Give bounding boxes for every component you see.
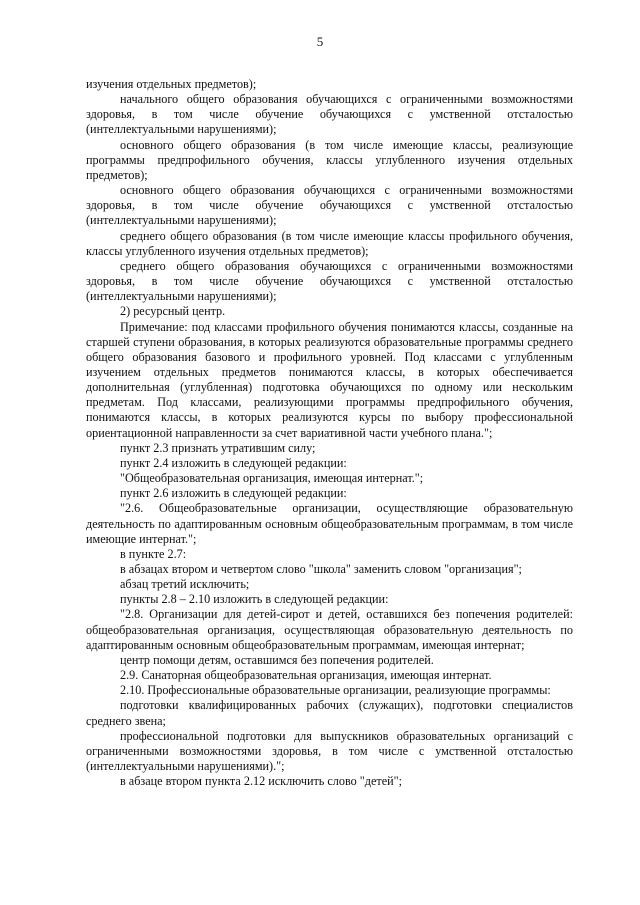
paragraph: центр помощи детям, оставшимся без попечения родителей. bbox=[120, 652, 434, 667]
paragraph: пункт 2.6 изложить в следующей редакции: bbox=[120, 486, 347, 501]
paragraph: начального общего образования обучающихся с ограниченными возможностями здоровья, в том числе обучение обучающихся с умственной отсталостью (интеллектуальными нарушениями); bbox=[86, 92, 573, 137]
paragraph: подготовки квалифицированных рабочих (служащих), подготовки специалистов среднего звена; bbox=[86, 698, 573, 728]
paragraph: среднего общего образования (в том числе имеющие классы профильного обучения, классы углубленного изучения отдельных предметов); bbox=[86, 228, 573, 258]
paragraph: 2.10. Профессиональные образовательные организации, реализующие программы: bbox=[120, 683, 551, 698]
document-body bbox=[86, 77, 573, 789]
paragraph: профессиональной подготовки для выпускников образовательных организаций с ограниченными возможностями здоровья, в том числе с умственной отсталостью (интеллектуальными нарушениями)."; bbox=[86, 728, 573, 774]
paragraph: среднего общего образования обучающихся с ограниченными возможностями здоровья, в том числе обучение обучающихся с умственной отсталостью (интеллектуальными нарушениями); bbox=[86, 258, 573, 304]
paragraph: пункт 2.3 признать утратившим силу; bbox=[120, 440, 316, 455]
paragraph: абзац третий исключить; bbox=[120, 577, 250, 592]
paragraph: "2.8. Организации для детей-сирот и детей, оставшихся без попечения родителей: общеобразовательная организация, осуществляющая образовательную деятельность по адаптированным основным общеобразовательным программам, имеющая интернат; bbox=[86, 607, 573, 652]
paragraph: 2.9. Санаторная общеобразовательная организация, имеющая интернат. bbox=[120, 668, 492, 683]
paragraph: основного общего образования (в том числе имеющие классы, реализующие программы предпрофильного обучения, классы углубленного изучения отдельных предметов); bbox=[86, 137, 573, 182]
paragraph: пункт 2.4 изложить в следующей редакции: bbox=[120, 455, 347, 470]
paragraph: пункты 2.8 – 2.10 изложить в следующей редакции: bbox=[120, 592, 389, 607]
paragraph: "Общеобразовательная организация, имеющая интернат."; bbox=[120, 471, 424, 486]
paragraph: изучения отдельных предметов); bbox=[86, 77, 257, 91]
paragraph: Примечание: под классами профильного обучения понимаются классы, созданные на старшей ступени образования, в которых реализуются образовательные программы среднего общего образования базового и профильного уровней. Под классами с углубленным изучением отдельных предметов понимаются классы, в которых обеспечивается дополнительная (углубленная) подготовка обучающихся по одному или нескольким предметам. Под классами, реализующими программы предпрофильного обучения, понимаются классы, в которых реализуются курсы по выбору профессиональной ориентационной направленности за счет вариативной части учебного плана."; bbox=[86, 319, 573, 440]
page-number: 5 bbox=[316, 34, 324, 49]
paragraph: в пункте 2.7: bbox=[120, 546, 187, 561]
paragraph: 2) ресурсный центр. bbox=[120, 304, 226, 319]
paragraph: в абзаце втором пункта 2.12 исключить слово "детей"; bbox=[120, 774, 403, 789]
paragraph: основного общего образования обучающихся с ограниченными возможностями здоровья, в том числе обучение обучающихся с умственной отсталостью (интеллектуальными нарушениями); bbox=[86, 183, 573, 228]
paragraph: в абзацах втором и четвертом слово "школа" заменить словом "организация"; bbox=[120, 562, 522, 576]
paragraph: "2.6. Общеобразовательные организации, осуществляющие образовательную деятельность по адаптированным основным общеобразовательным программам, в том числе имеющие интернат."; bbox=[86, 501, 573, 546]
